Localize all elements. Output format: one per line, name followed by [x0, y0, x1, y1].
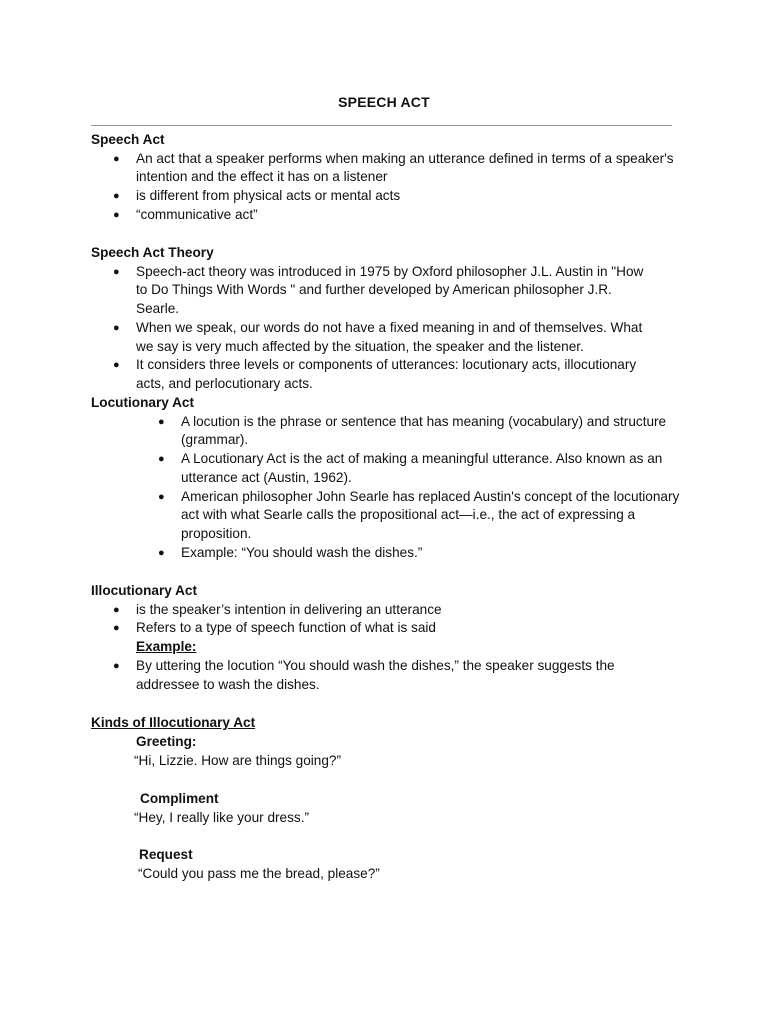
- bullet-list: [91, 150, 691, 225]
- bullet-icon: ●: [113, 190, 120, 203]
- bullet-icon: ●: [113, 359, 120, 372]
- list-item: ● A Locutionary Act is the act of making a meaningful utterance. Also known as an utterance act (Austin, 1962).: [158, 451, 663, 485]
- section-kinds-heading: [91, 714, 691, 733]
- bullet-icon: ●: [113, 208, 120, 221]
- list-item: ● A locution is the phrase or sentence that has meaning (vocabulary) and structure (grammar).: [158, 413, 667, 448]
- bullet-icon: ●: [158, 490, 165, 503]
- kind-quote: “Hi, Lizzie. How are things going?”: [134, 752, 342, 768]
- list-item: ● Example: “You should wash the dishes.”: [91, 544, 681, 563]
- section-speech-act: [91, 131, 691, 225]
- bullet-icon: ●: [158, 415, 165, 428]
- kind-label: Greeting:: [136, 734, 197, 749]
- bullet-icon: ●: [113, 152, 120, 165]
- bullet-icon: ●: [113, 622, 120, 635]
- kind-label: Compliment: [140, 791, 219, 806]
- list-item: ● is the speaker’s intention in delivering an utterance: [91, 601, 691, 620]
- section-illocutionary-act: [91, 582, 691, 694]
- kind-quote: “Hey, I really like your dress.”: [134, 809, 309, 825]
- bullet-icon: ●: [113, 321, 120, 334]
- section-heading: Locutionary Act: [91, 395, 194, 410]
- kind-greeting: [91, 733, 691, 770]
- bullet-icon: ●: [113, 265, 120, 278]
- kind-request: [91, 846, 691, 883]
- example-label: Example:: [136, 639, 197, 655]
- bullet-list: [91, 413, 681, 563]
- list-item: ● Speech-act theory was introduced in 1975 by Oxford philosopher J.L. Austin in "How to Do Things With Words " and further developed by American philosopher J.R. Searle.: [113, 263, 644, 317]
- example-bullet-list: [91, 657, 636, 694]
- kind-label: Request: [139, 847, 193, 862]
- section-heading: Speech Act: [91, 132, 165, 147]
- bullet-list: [91, 263, 646, 394]
- list-item: ● is different from physical acts or mental acts: [91, 187, 691, 206]
- document-title: SPEECH ACT: [338, 94, 430, 110]
- section-heading: Kinds of Illocutionary Act: [91, 715, 256, 730]
- list-item: ● An act that a speaker performs when making an utterance defined in terms of a speaker's intention and the effect it has on a listener: [113, 150, 674, 185]
- title-divider: [91, 125, 672, 126]
- bullet-icon: ●: [158, 546, 165, 559]
- bullet-icon: ●: [158, 453, 165, 466]
- list-item: ● It considers three levels or components of utterances: locutionary acts, illocutionary acts, and perlocutionary acts.: [113, 357, 637, 391]
- list-item: ● Refers to a type of speech function of what is said: [91, 619, 691, 638]
- list-item: ● When we speak, our words do not have a fixed meaning in and of themselves. What we say is very much affected by the situation, the speaker and the listener.: [113, 319, 643, 354]
- bullet-list: [91, 601, 691, 638]
- bullet-icon: ●: [113, 603, 120, 616]
- section-speech-act-theory: [91, 244, 691, 394]
- list-item: ● “communicative act”: [91, 206, 691, 225]
- kind-quote: “Could you pass me the bread, please?”: [138, 865, 380, 881]
- list-item: ● American philosopher John Searle has replaced Austin's concept of the locutionary act with what Searle calls the propositional act—i.e., the act of expressing a proposition.: [158, 488, 680, 541]
- kind-compliment: [91, 790, 691, 827]
- section-heading: Speech Act Theory: [91, 245, 214, 260]
- section-heading: Illocutionary Act: [91, 583, 197, 598]
- section-locutionary-act: [91, 394, 691, 562]
- bullet-icon: ●: [113, 659, 120, 672]
- list-item: ● By uttering the locution “You should wash the dishes,” the speaker suggests the addressee to wash the dishes.: [113, 657, 615, 692]
